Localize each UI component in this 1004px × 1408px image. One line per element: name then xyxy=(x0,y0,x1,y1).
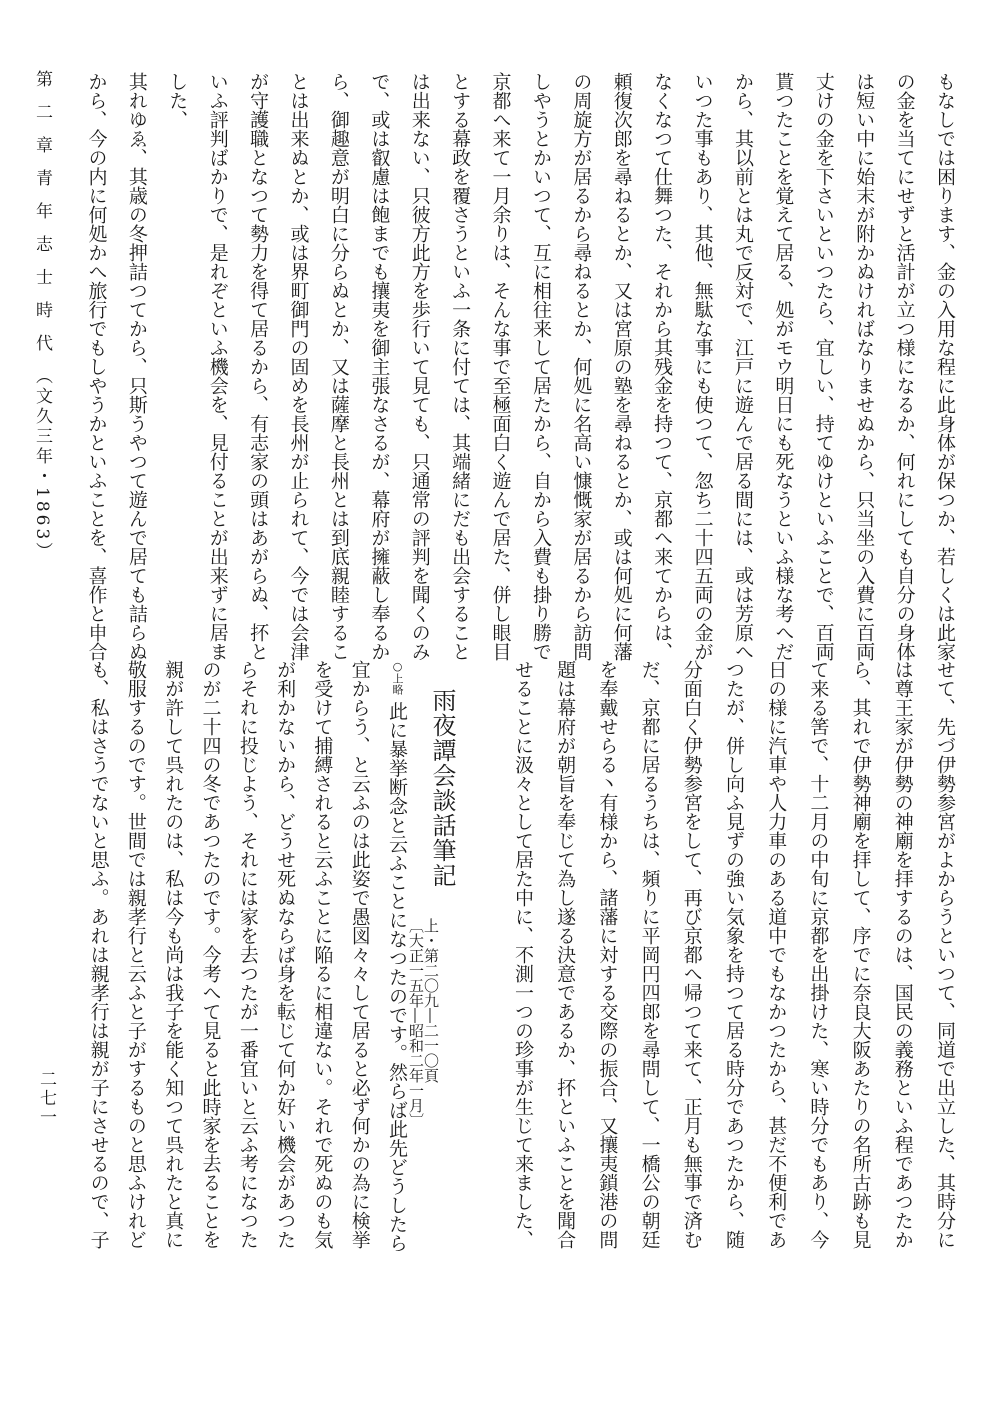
section-heading-wrap xyxy=(427,688,457,888)
text-column: とする幕政を覆さうといふ一条に付ては、其端緒にだも出会すること xyxy=(449,72,472,661)
text-column: 宜からう、と云ふのは此姿で愚図々々して居ると必ず何かの為に検挙 xyxy=(348,660,371,1249)
text-column: を奉戴せらる丶有様から、諸藩に対する交際の振合、又攘夷鎖港の問 xyxy=(596,660,619,1249)
page-number: 二七一 xyxy=(36,1070,56,1127)
upper-text-block xyxy=(76,72,965,661)
text-column: 貰つたことを覚えて居る、処がモウ明日にも死なうといふ様な考へだ xyxy=(772,72,795,661)
text-column: のが二十四の冬であつたのです。今考へて見ると此時家を去ることを xyxy=(199,660,222,1249)
text-column: から、其以前とは丸で反対で、江戸に遊んで居る間には、或は芳原へ xyxy=(731,72,754,661)
text-column: 敬服するのです。世間では親孝行と云ふと子がするものと思ふけれど xyxy=(124,660,147,1249)
column-text: 此に暴挙断念と云ふことになつたのです。然らば此先どうしたら xyxy=(386,695,408,1253)
running-head xyxy=(30,70,55,562)
text-column: 親が許して呉れたのは、私は今も尚は我子を能く知つて呉れたと真に xyxy=(162,660,185,1249)
text-column: が守護職となつて勢力を得て居るから、有志家の頭はあがらぬ、抔と xyxy=(247,72,270,661)
omission-marker: ○上略 xyxy=(391,660,404,695)
text-column: せて、先づ伊勢参宮がよからうといつて、同道で出立した、其時分に xyxy=(934,660,956,1249)
citation-dates: 〔大正一五年―昭和二年一月〕 xyxy=(407,918,425,1128)
text-column: て来る筈で、十二月の中旬に京都を出掛けた、寒い時分でもあり、今 xyxy=(807,660,830,1249)
text-column: もなしでは困ります、金の入用な程に此身体が保つか、若しくは此家 xyxy=(934,72,956,661)
text-column: 分面白く伊勢参宮をして、再び京都へ帰つて来て、正月も無事で済む xyxy=(680,660,703,1249)
lower-text-block-2 xyxy=(79,660,416,1252)
chapter-title: 青年志士時代 xyxy=(32,169,52,367)
text-column: も、私はさうでないと思ふ。あれは親孝行は親が子にさせるので、子 xyxy=(87,660,110,1249)
text-column: とは出来ぬとか、或は界町御門の固めを長州が止られて、今では会津 xyxy=(287,72,310,661)
text-column: 頼復次郎を尋ねるとか、又は宮原の塾を尋ねるとか、或は何処に何藩 xyxy=(610,72,633,661)
text-column: の周旋方が居るから尋ねるとか、何処に名高い慷慨家が居るから訪問 xyxy=(570,72,593,661)
text-column: から、今の内に何処かへ旅行でもしやうかといふことを、喜作と申合 xyxy=(85,72,108,661)
text-column: ら、御趣意が明白に分らぬとか、又は薩摩と長州とは到底親睦するこ xyxy=(327,72,350,661)
chapter-era: （文久三年・1863） xyxy=(32,367,52,563)
text-column xyxy=(378,660,416,1252)
text-column: 題は幕府が朝旨を奉じて為し遂る決意であるか、抔といふことを聞合 xyxy=(554,660,577,1249)
text-column: 其れゆゑ、其歳の冬押詰つてから、只斯うやつて遊んで居ても詰らぬ xyxy=(125,72,148,661)
text-column: の金を当てにせずと活計が立つ様になるか、何れにしても自分の身体 xyxy=(893,72,916,661)
text-column: ら、其れで伊勢神廟を拝して、序でに奈良大阪あたりの名所古跡も見 xyxy=(849,660,872,1249)
text-column: らそれに投じよう、それには家を去つたが一番宜いと云ふ考になつた xyxy=(236,660,259,1249)
text-column: を受けて捕縛されると云ふことに陥るに相違ない。それで死ぬのも気 xyxy=(311,660,334,1249)
text-column: した、 xyxy=(166,72,189,129)
text-column: 京都へ来て一月余りは、そんな事で至極面白く遊んで居た、併し眼目 xyxy=(489,72,512,661)
text-column: つたが、併し向ふ見ずの強い気象を持つて居る時分であつたから、随 xyxy=(722,660,745,1249)
lower-text-block-1 xyxy=(502,660,966,1249)
text-column: は短い中に始末が附かぬければなりませぬから、只当坐の入費に百両 xyxy=(853,72,876,661)
citation-pages: 上・第二〇九―二一〇頁 xyxy=(422,918,440,1083)
chapter-number: 第二章 xyxy=(32,70,52,169)
text-column: しやうとかいつて、互に相往来して居たから、自から入費も掛り勝で xyxy=(529,72,552,661)
text-column: は尊王家が伊勢の神廟を拝するのは、国民の義務といふ程であつたか xyxy=(891,660,914,1249)
text-column: は出来ない、只彼方此方を歩行いて見ても、只通常の評判を聞くのみ xyxy=(408,72,431,661)
text-column: いふ評判ばかりで、是れぞといふ機会を、見付ることが出来ずに居ま xyxy=(206,72,229,661)
text-column: なくなつて仕舞つた、それから其残金を持つて、京都へ来てからは、 xyxy=(651,72,674,661)
text-column: だ、京都に居るうちは、頻りに平岡円四郎を尋問して、一橋公の朝廷 xyxy=(638,660,661,1249)
text-column: 日の様に汽車や人力車のある道中でもなかつたから、甚だ不便利であ xyxy=(765,660,788,1249)
section-heading: 雨夜譚会談話筆記 xyxy=(428,688,456,888)
text-column: で、或は叡慮は飽までも攘夷を御主張なさるが、幕府が擁蔽し奉るか xyxy=(368,72,391,661)
text-column: が利かないから、どうせ死ぬならば身を転じて何か好い機会があつた xyxy=(274,660,297,1249)
text-column: せることに汲々として居た中に、不測一つの珍事が生じて来ました、 xyxy=(511,660,534,1249)
text-column: いつた事もあり、其他、無駄な事にも使つて、忽ち二十四五両の金が xyxy=(691,72,714,661)
text-column: 丈けの金を下さいといつたら、宜しい、持てゆけといふことで、百両 xyxy=(812,72,835,661)
